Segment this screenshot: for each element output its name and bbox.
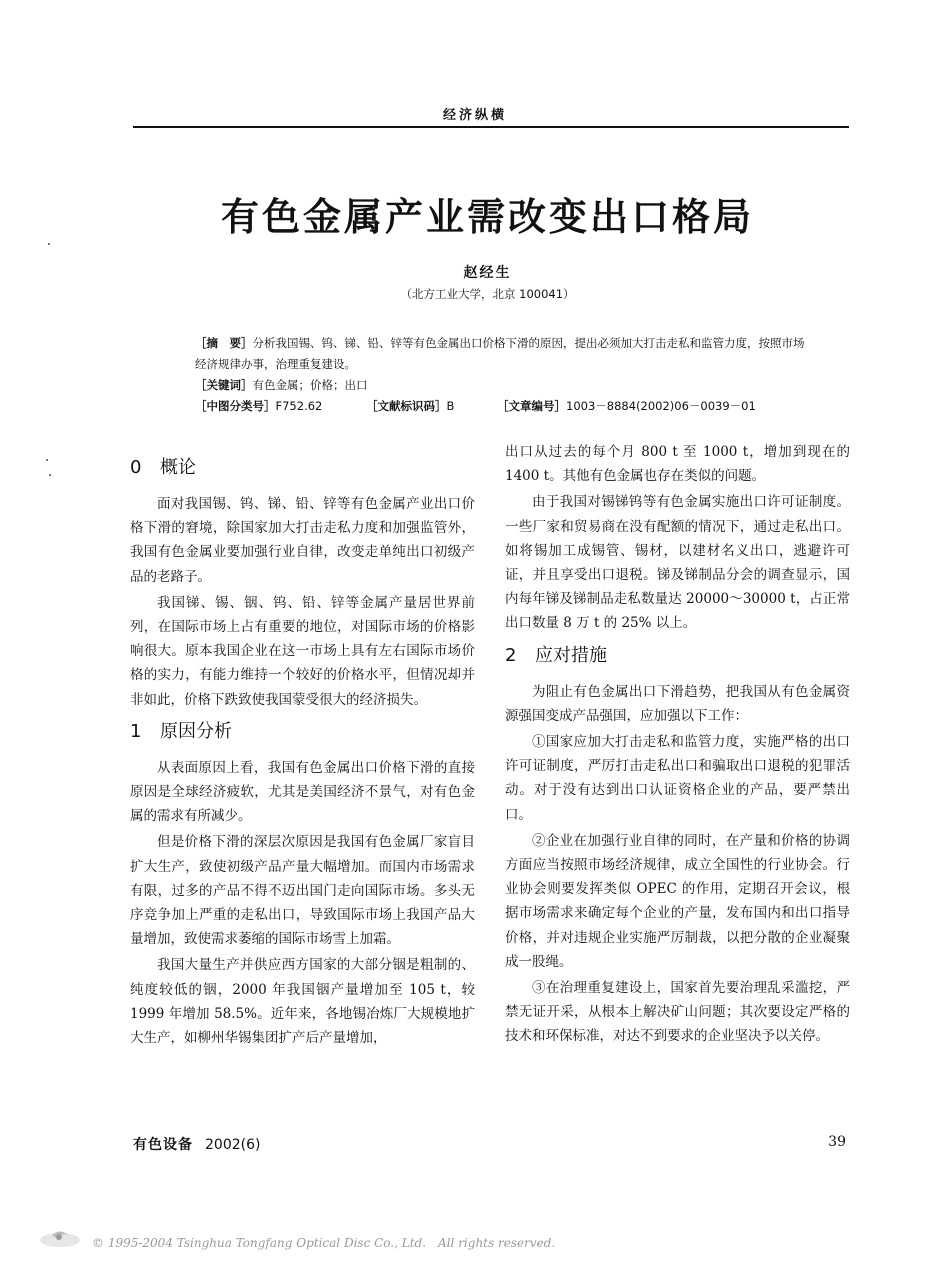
section-number: 2 [505, 644, 517, 666]
keywords [195, 375, 805, 396]
paragraph: ①国家应加大打击走私和监管力度，实施严格的出口许可证制度，严厉打击走私出口和骗取出口退税的犯罪活动。对于没有达到出口认证资格企业的产品，要严禁出口。 [505, 734, 850, 823]
copyright-notice: © 1995-2004 Tsinghua Tongfang Optical Disc Co., Ltd. All rights reserved. [92, 1236, 556, 1250]
header-rule [133, 126, 849, 128]
paragraph: 出口从过去的每个月 800 t 至 1000 t，增加到现在的 1400 t。其他有色金属也存在类似的问题。 [505, 444, 850, 485]
paragraph: 为阻止有色金属出口下滑趋势，把我国从有色金属资源强国变成产品强国，应加强以下工作： [505, 683, 850, 724]
author: 赵经生 [463, 265, 512, 281]
paragraph: 我国锑、锡、铟、钨、铅、锌等金属产量居世界前列，在国际市场上占有重要的地位，对国际市场的价格影响很大。原本我国企业在这一市场上具有左右国际市场价格的实力，有能力维持一个较好的价格水平，但情况却并非如此，价格下跌致使我国蒙受很大的经济损失。 [130, 594, 475, 708]
abstract-text: 分析我国锡、钨、锑、铅、锌等有色金属出口价格下滑的原因，提出必须加大打击走私和监管力度，按照市场经济规律办事，治理重复建设。 [195, 336, 805, 371]
footer-journal [133, 1134, 260, 1154]
journal-issue: 2002(6) [205, 1137, 261, 1153]
article-number [497, 396, 756, 417]
abstract-label: ［摘 要］ [195, 336, 253, 350]
section-number: 1 [130, 720, 142, 742]
clc-code [195, 396, 322, 417]
clc-label: ［中图分类号］ [195, 399, 276, 413]
scan-speck [48, 243, 50, 245]
paragraph: 从表面原因上看，我国有色金属出口价格下滑的直接原因是全球经济疲软，尤其是美国经济不景气，对有色金属的需求有所减少。 [130, 759, 475, 825]
article-value: 1003－8884(2002)06－0039－01 [566, 399, 756, 413]
paragraph: ②企业在加强行业自律的同时，在产量和价格的协调方面应当按照市场经济规律，成立全国性的行业协会。行业协会则要发挥类似 OPEC 的作用，定期召开会议，根据市场需求来确定每个企业的产量，发布国内和出口指导价格，并对违规企业实施严厉制裁，以把分散的企业凝聚成一股绳。 [505, 832, 850, 970]
article-title: 有色金属产业需改变出口格局 [220, 195, 754, 239]
paragraph: ③在治理重复建设上，国家首先要治理乱采滥挖，严禁无证开采，从根本上解决矿山问题；其次要设定严格的技术和环保标准，对达不到要求的企业坚决予以关停。 [505, 980, 850, 1045]
doc-code [366, 396, 454, 417]
section-heading-2 [505, 642, 850, 670]
publisher-logo-icon [38, 1226, 82, 1250]
paragraph: 但是价格下滑的深层次原因是我国有色金属厂家盲目扩大生产，致使初级产品产量大幅增加。而国内市场需求有限，过多的产品不得不迈出国门走向国际市场。多头无序竞争加上严重的走私出口，导致国际市场上我国产品大量增加，致使需求萎缩的国际市场雪上加霜。 [130, 834, 475, 948]
keywords-text: 有色金属；价格；出口 [252, 378, 368, 392]
affiliation: （北方工业大学，北京 100041） [400, 287, 575, 301]
section-title: 应对措施 [535, 644, 607, 666]
doc-label: ［文献标识码］ [366, 399, 447, 413]
clc-value: F752.62 [275, 399, 323, 413]
page-number: 39 [828, 1134, 846, 1150]
section-title: 概论 [160, 457, 196, 478]
section-heading-1 [130, 718, 475, 746]
right-column [505, 440, 850, 1051]
paragraph: 由于我国对锡锑钨等有色金属实施出口许可证制度。一些厂家和贸易商在没有配额的情况下，通过走私出口。如将锡加工成锡管、锡材，以建材名义出口，逃避许可证，并且享受出口退税。锑及锑制品分会的调查显示，国内每年锑及锑制品走私数量达 20000～30000 t，占正常出口数量 8 万 t 的 25% 以上。 [505, 494, 850, 632]
doc-value: B [446, 399, 455, 413]
keywords-label: ［关键词］ [195, 378, 253, 392]
section-number: 0 [130, 457, 142, 478]
section-title: 原因分析 [160, 720, 232, 742]
paragraph: 我国大量生产并供应西方国家的大部分铟是粗制的、纯度较低的铟，2000 年我国铟产量增加至 105 t，较 1999 年增加 58.5%。近年来，各地锡冶炼厂大规模地扩大生产，如柳州华锡集团扩产后产量增加， [130, 957, 475, 1047]
scan-speck [49, 474, 51, 476]
section-header: 经济纵横 [442, 108, 507, 123]
abstract [195, 333, 805, 375]
scan-speck [46, 459, 48, 461]
paragraph: 面对我国锡、钨、锑、铅、锌等有色金属产业出口价格下滑的窘境，除国家加大打击走私力度和加强监管外，我国有色金属业要加强行业自律，改变走单纯出口初级产品的老路子。 [130, 496, 475, 585]
left-column [130, 448, 475, 1052]
journal-name: 有色设备 [133, 1137, 193, 1153]
section-heading-0 [130, 454, 475, 482]
article-label: ［文章编号］ [497, 399, 566, 413]
